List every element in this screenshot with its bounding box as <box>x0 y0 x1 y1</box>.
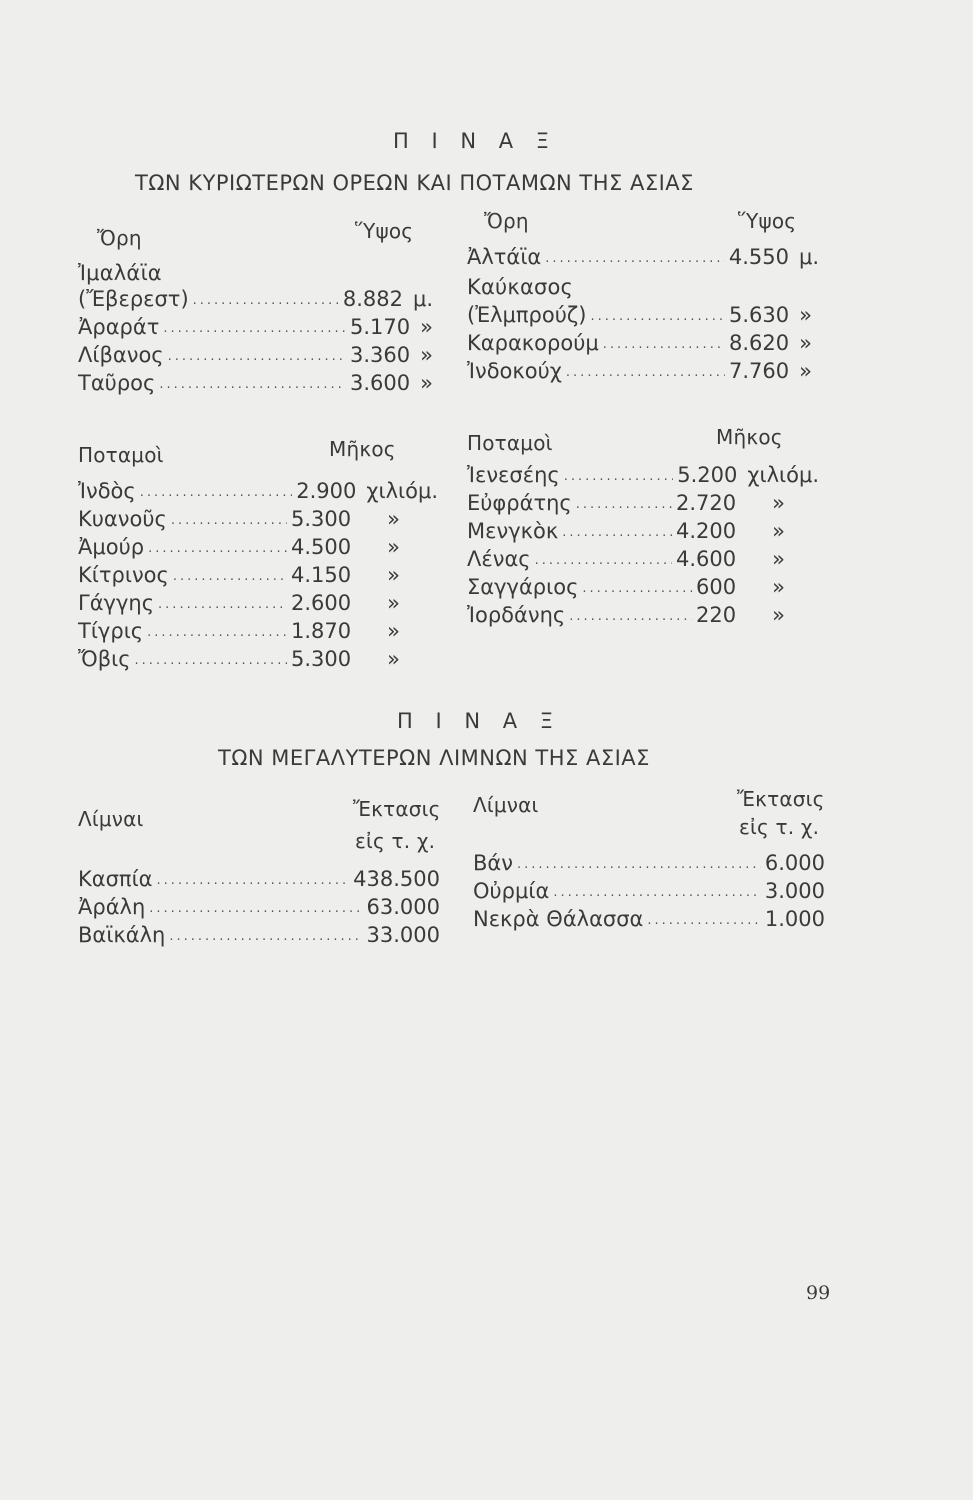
mountains-left-header-name: Ὄρη <box>97 226 142 250</box>
row-value: 220 <box>696 603 737 627</box>
row-value: 6.000 <box>764 851 825 875</box>
row-name: Ἰενεσέης <box>467 463 560 487</box>
table-row <box>467 574 785 604</box>
row-name: Καύκασος <box>467 275 574 299</box>
row-name: Ἰορδάνης <box>467 603 566 627</box>
row-unit: » <box>387 647 400 671</box>
row-unit: » <box>799 331 812 355</box>
mountains-left-pre-row: Ἰμαλάϊα <box>78 261 162 285</box>
leader-dots <box>553 880 761 906</box>
row-value: 4.200 <box>676 519 737 543</box>
row-name: Νεκρὰ Θάλασσα <box>473 907 644 931</box>
row-value: 5.170 <box>350 315 411 339</box>
row-name: Λίβανος <box>78 343 164 367</box>
row-name: Ἀλτάϊα <box>467 245 542 269</box>
table-row <box>473 906 825 936</box>
row-name: Λένας <box>467 547 531 571</box>
leader-dots <box>173 564 287 590</box>
leader-dots <box>159 372 346 398</box>
row-value: 4.600 <box>676 547 737 571</box>
leader-dots <box>562 520 672 546</box>
row-unit: μ. <box>798 245 819 269</box>
row-name: Σαγγάριος <box>467 575 579 599</box>
row-name: Κασπία <box>78 867 153 891</box>
row-name: Τίγρις <box>78 619 144 643</box>
row-name: Ταῦρος <box>78 371 156 395</box>
table-row <box>78 866 440 896</box>
table-row <box>78 286 433 316</box>
rivers-right-header-name: Ποταμοὶ <box>467 431 553 455</box>
page-number: 99 <box>806 1282 831 1304</box>
table-row <box>78 618 400 648</box>
row-unit: » <box>772 519 785 543</box>
mountains-right-header-name: Ὄρη <box>484 209 529 233</box>
table-row <box>78 646 400 676</box>
row-name: Οὐρμία <box>473 879 550 903</box>
table-row <box>78 590 400 620</box>
row-name: Κίτρινος <box>78 563 169 587</box>
row-unit: » <box>420 343 433 367</box>
table2-title: Π Ι Ν Α Ξ <box>397 709 562 733</box>
row-unit: » <box>772 603 785 627</box>
table-row <box>467 602 785 632</box>
row-value: 1.000 <box>764 907 825 931</box>
leader-dots <box>576 492 672 518</box>
row-value: 4.150 <box>291 563 352 587</box>
table-row <box>467 546 785 576</box>
row-value: 3.000 <box>764 879 825 903</box>
leader-dots <box>169 924 362 950</box>
row-name: Ὄβις <box>78 647 131 671</box>
mountains-right-header-value: Ὕψος <box>738 209 797 233</box>
table-row <box>78 894 440 924</box>
leader-dots <box>149 896 362 922</box>
table-row <box>78 922 440 952</box>
row-unit: » <box>799 303 812 327</box>
row-name: Βάν <box>473 851 513 875</box>
lakes-right-header-name: Λίμναι <box>473 793 539 817</box>
row-unit: » <box>772 547 785 571</box>
lakes-right-header-value-1: Ἔκτασις <box>737 787 825 811</box>
row-value: 2.720 <box>676 491 737 515</box>
row-unit: χιλιόμ. <box>366 479 438 503</box>
table-row <box>473 850 825 880</box>
leader-dots <box>569 604 692 630</box>
table-row <box>467 358 812 388</box>
row-unit: » <box>420 315 433 339</box>
row-value: 5.630 <box>729 303 790 327</box>
row-value: 33.000 <box>366 923 440 947</box>
leader-dots <box>163 316 346 342</box>
row-name: Γάγγης <box>78 591 155 615</box>
leader-dots <box>158 592 287 618</box>
row-name: (Ἐλμπρούζ) <box>467 303 587 327</box>
row-value: 2.900 <box>296 479 357 503</box>
row-value: 4.500 <box>291 535 352 559</box>
row-value: 5.300 <box>291 507 352 531</box>
leader-dots <box>517 852 761 878</box>
leader-dots <box>603 332 725 358</box>
table-row <box>467 462 819 492</box>
row-value: 600 <box>696 575 737 599</box>
leader-dots <box>140 480 292 506</box>
leader-dots <box>545 246 725 272</box>
row-unit: » <box>387 591 400 615</box>
lakes-left-header-name: Λίμναι <box>78 807 144 831</box>
leader-dots <box>168 344 346 370</box>
leader-dots <box>564 464 674 490</box>
table-row <box>78 478 438 508</box>
row-value: 8.882 <box>342 287 403 311</box>
row-unit: χιλιόμ. <box>747 463 819 487</box>
leader-dots <box>535 548 672 574</box>
rivers-left-header-value: Μῆκος <box>329 437 396 461</box>
row-unit: » <box>387 535 400 559</box>
row-name: Ἀμούρ <box>78 535 145 559</box>
row-value: 3.360 <box>350 343 411 367</box>
table-row <box>467 244 819 274</box>
table-row <box>78 562 400 592</box>
table-row <box>78 342 433 372</box>
row-name: Μενγκὸκ <box>467 519 559 543</box>
row-value: 5.300 <box>291 647 352 671</box>
lakes-left-header-value-1: Ἔκτασις <box>353 797 441 821</box>
table-row <box>78 370 433 400</box>
row-name: Ἰνδὸς <box>78 479 136 503</box>
rivers-left-header-name: Ποταμοὶ <box>78 443 164 467</box>
row-value: 63.000 <box>366 895 440 919</box>
row-unit: » <box>387 563 400 587</box>
leader-dots <box>193 288 339 314</box>
leader-dots <box>591 304 726 330</box>
row-value: 8.620 <box>729 331 790 355</box>
row-name: Ἰνδοκούχ <box>467 359 562 383</box>
table-row <box>467 490 785 520</box>
row-name: Καρακορούμ <box>467 331 599 355</box>
row-unit: » <box>772 491 785 515</box>
table-row <box>78 534 400 564</box>
leader-dots <box>566 360 725 386</box>
table-row <box>78 506 400 536</box>
table1-subtitle: ΤΩΝ ΚΥΡΙΩΤΕΡΩΝ ΟΡΕΩΝ ΚΑΙ ΠΟΤΑΜΩΝ ΤΗΣ ΑΣΙΑΣ <box>135 171 694 195</box>
table2-subtitle: ΤΩΝ ΜΕΓΑΛΥΤΕΡΩΝ ΛΙΜΝΩΝ ΤΗΣ ΑΣΙΑΣ <box>218 746 650 770</box>
leader-dots <box>647 908 760 934</box>
row-name: Ἀράλη <box>78 895 146 919</box>
leader-dots <box>147 620 287 646</box>
leader-dots <box>582 576 692 602</box>
row-unit: » <box>420 371 433 395</box>
table-row <box>467 330 812 360</box>
table-row <box>467 302 812 332</box>
leader-dots <box>148 536 287 562</box>
row-value: 5.200 <box>677 463 738 487</box>
row-value: 4.550 <box>728 245 789 269</box>
row-name: Βαϊκάλη <box>78 923 166 947</box>
row-name: Εὐφράτης <box>467 491 572 515</box>
leader-dots <box>135 648 287 674</box>
row-value: 2.600 <box>291 591 352 615</box>
table-row <box>78 314 433 344</box>
row-unit: » <box>387 507 400 531</box>
row-unit: μ. <box>412 287 433 311</box>
row-value: 438.500 <box>353 867 440 891</box>
row-name: (Ἔβερεστ) <box>78 287 189 311</box>
lakes-right-header-value-2: εἰς τ. χ. <box>739 815 820 839</box>
row-unit: » <box>799 359 812 383</box>
row-name: Κυανοῦς <box>78 507 167 531</box>
mountains-left-header-value: Ὕψος <box>355 219 414 243</box>
lakes-left-header-value-2: εἰς τ. χ. <box>355 829 436 853</box>
table-row <box>467 518 785 548</box>
row-unit: » <box>387 619 400 643</box>
row-value: 1.870 <box>291 619 352 643</box>
row-unit: » <box>772 575 785 599</box>
row-value: 3.600 <box>350 371 411 395</box>
leader-dots <box>157 868 350 894</box>
table-row <box>473 878 825 908</box>
row-name: Ἀραράτ <box>78 315 160 339</box>
leader-dots <box>171 508 287 534</box>
table1-title: Π Ι Ν Α Ξ <box>393 129 558 153</box>
row-value: 7.760 <box>729 359 790 383</box>
rivers-right-header-value: Μῆκος <box>716 425 783 449</box>
